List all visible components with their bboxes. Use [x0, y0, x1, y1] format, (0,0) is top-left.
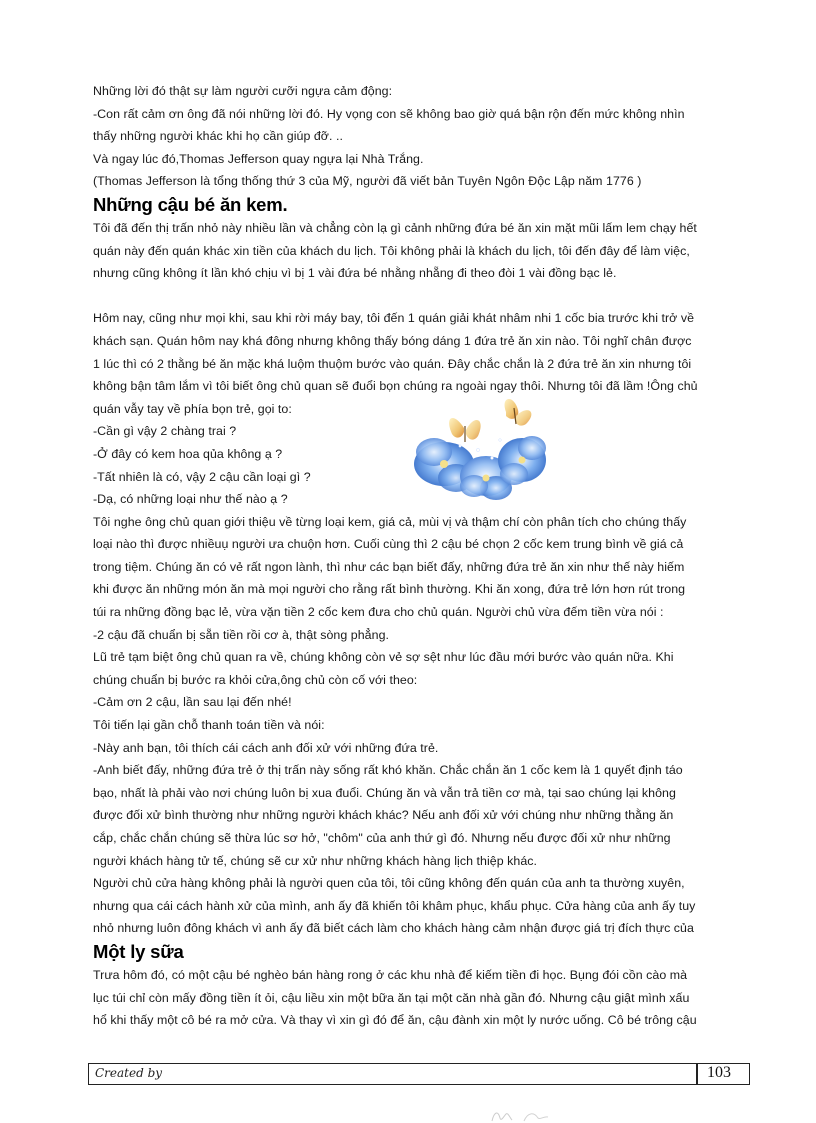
section-closing-story — [93, 80, 738, 193]
text-line: bạo, nhất là phải vào nơi chúng luôn bị xua đuổi. Chúng ăn và vẫn trả tiền cơ mà, tại sao chúng lại không — [93, 785, 676, 800]
footer-divider — [696, 1064, 698, 1084]
text-line: Tôi đã đến thị trấn nhỏ này nhiều lần và chẳng còn lạ gì cảnh những đứa bé ăn xin mặt mũi lấm lem chạy hết — [93, 220, 697, 235]
text-line: trong tiệm. Chúng ăn có vẻ rất ngon lành, thì như các bạn biết đấy, những đứa trẻ ăn xin như thế này hiếm — [93, 559, 685, 574]
text-line: khi được ăn những món ăn mà mọi người cho rằng rất bình thường. Khi ăn xong, đứa trẻ lớn hơn rút trong — [93, 582, 686, 597]
text-line: được đối xử bình thường như những người khách khác? Nếu anh đối xử với chúng như những thằng ăn — [93, 808, 674, 823]
butterfly-icon — [449, 418, 481, 442]
text-line: Trưa hôm đó, có một cậu bé nghèo bán hàng rong ở các khu nhà để kiếm tiền đi học. Bụng đói cồn cào mà — [93, 967, 688, 982]
page-footer — [88, 1063, 750, 1085]
text-line: lục túi chỉ còn mấy đồng tiền ít ỏi, cậu liều xin một bữa ăn tại một căn nhà gần đó. Nhưng cậu giật mình xấu — [93, 990, 690, 1005]
text-line: không bận tâm lắm vì tôi biết ông chủ quan sẽ đuổi bọn chúng ra ngoài ngay thôi. Nhưng tôi đã lầm !Ông chủ — [93, 379, 698, 394]
text-line: Tôi tiến lại gần chỗ thanh toán tiền và nói: — [93, 718, 325, 733]
text-line: cắp, chắc chắn chúng sẽ thừa lúc sơ hở, "chôm" của anh thứ gì đó. Nhưng nếu được đối xử như những — [93, 831, 671, 845]
text-line: Những lời đó thật sự làm người cưỡi ngựa cảm động: — [93, 84, 393, 98]
text-line: 1 lúc thì có 2 thằng bé ăn mặc khá luộm thuộm bước vào quán. Đây chắc chắn là 2 đứa trẻ ăn xin nhưng tôi — [93, 356, 692, 371]
flowers-illustration — [404, 394, 554, 506]
text-line: nhưng cũng không ít lần khó chịu vì bị 1 vài đứa bé nhằng nhẵng đi theo đòi 1 vài đồng bạc lẻ. — [93, 266, 617, 281]
text-line: thấy những người khác khi họ cần giúp đỡ. .. — [93, 129, 343, 144]
page-number: 103 — [707, 1064, 731, 1081]
text-line: nhỏ nhưng luôn đông khách vì anh ấy đã biết cách làm cho khách hàng cảm nhận được giá trị đích thực của — [93, 921, 694, 936]
text-line: chúng chuẩn bị bước ra khỏi cửa,ông chủ còn cố với theo: — [93, 672, 418, 687]
text-line: -Ở đây có kem hoa qủa không ạ ? — [93, 446, 283, 461]
text-line: -Này anh bạn, tôi thích cái cách anh đối xử với những đứa trẻ. — [93, 740, 439, 755]
paragraph-gap — [93, 285, 738, 308]
heading-glass-of-milk: Một ly sữa — [93, 940, 184, 962]
text-line: -Dạ, có những loại như thế nào ạ ? — [93, 492, 288, 507]
page-content — [93, 80, 738, 1032]
footer-created-by: Created by — [95, 1066, 163, 1080]
text-line: hổ khi thấy một cô bé ra mở cửa. Và thay vì xin gì đó để ăn, cậu đành xin một ly nước uống. Cô bé trông cậu — [93, 1013, 697, 1028]
text-line: quán vẫy tay về phía bọn trẻ, gọi to: — [93, 401, 292, 416]
text-line: -Anh biết đấy, những đứa trẻ ở thị trấn này sống rất khó khăn. Chắc chắn ăn 1 cốc kem là 1 quyết định táo — [93, 763, 683, 778]
section-ice-cream-story — [93, 217, 738, 940]
text-line: Lũ trẻ tạm biệt ông chủ quan ra về, chúng không còn vẻ sợ sệt như lúc đầu mới bước vào quán nữa. Khi — [93, 650, 674, 665]
text-line: -2 cậu đã chuẩn bị sẵn tiền rồi cơ à, thật sòng phẳng. — [93, 627, 390, 642]
text-line: (Thomas Jefferson là tổng thống thứ 3 của Mỹ, người đã viết bản Tuyên Ngôn Độc Lập năm 1776 ) — [93, 174, 642, 189]
text-line: Tôi nghe ông chủ quan giới thiệu về từng loại kem, giá cả, mùi vị và thậm chí còn phân tích cho chúng thấy — [93, 514, 687, 529]
text-line: -Con rất cảm ơn ông đã nói những lời đó. Hy vọng con sẽ không bao giờ quá bận rộn đến mức không nhìn — [93, 106, 685, 121]
text-line: Hôm nay, cũng như mọi khi, sau khi rời máy bay, tôi đến 1 quán giải khát nhâm nhi 1 cốc bia trước khi trở về — [93, 311, 695, 326]
text-line: Người chủ cửa hàng không phải là người quen của tôi, tôi cũng không đến quán của anh ta thường xuyên, — [93, 876, 685, 891]
text-line: loại nào thì được nhiềuụ người ưa chuộn hơn. Cuối cùng thì 2 cậu bé chọn 2 cốc kem trung bình về giá cả — [93, 537, 684, 552]
text-line: Và ngay lúc đó,Thomas Jefferson quay ngựa lại Nhà Trắng. — [93, 151, 424, 166]
text-line: túi ra những đồng bạc lẻ, vừa vặn tiền 2 cốc kem đưa cho chủ quán. Người chủ vừa đếm tiền vừa nói : — [93, 605, 664, 620]
text-line: nhưng qua cái cách hành xử của mình, anh ấy đã khiến tôi khâm phục, khẩu phục. Cửa hàng của anh ấy tuy — [93, 898, 696, 913]
text-line: -Tất nhiên là có, vậy 2 cậu cần loại gì ? — [93, 469, 311, 484]
heading-ice-cream-story: Những cậu bé ăn kem. — [93, 193, 288, 215]
text-line: người khách hàng tử tế, chúng sẽ cư xử như những khách hàng lịch thiệp khác. — [93, 853, 537, 868]
text-line: -Cần gì vậy 2 chàng trai ? — [93, 424, 237, 439]
butterfly-icon — [505, 399, 532, 426]
text-line: quán này đến quán khác xin tiền của khách du lịch. Tôi không phải là khách du lịch, tôi đến đây để làm việc, — [93, 243, 690, 258]
scribble-icon — [488, 1106, 568, 1123]
flower-icon — [498, 436, 546, 485]
text-line: khách sạn. Quán hôm nay khá đông nhưng không thấy bóng dáng 1 đứa trẻ ăn xin nào. Tôi nghĩ chân được — [93, 333, 692, 348]
text-line: -Cảm ơn 2 cậu, lần sau lại đến nhé! — [93, 695, 292, 710]
section-glass-of-milk — [93, 964, 738, 1032]
